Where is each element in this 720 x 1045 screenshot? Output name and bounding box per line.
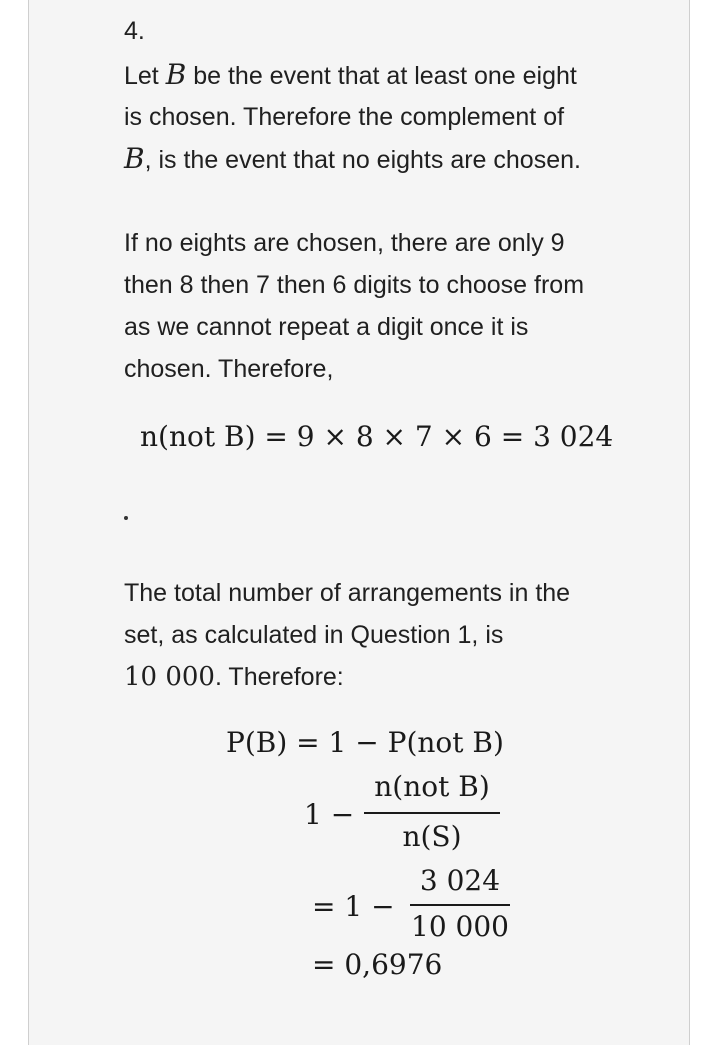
probability-line-2-prefix: 1 − [304, 798, 355, 831]
reasoning-line-1: If no eights are chosen, there are only 9 [124, 229, 565, 257]
intro-line-1: Let B be the event that at least one eight [124, 58, 577, 91]
total-line-3: 10 000. Therefore: [124, 662, 344, 692]
reasoning-line-4: chosen. Therefore, [124, 355, 334, 383]
probability-line-4: = 0,6976 [312, 948, 443, 981]
fraction-bar-1 [364, 812, 500, 814]
total-line-2: set, as calculated in Question 1, is [124, 621, 504, 649]
probability-line-2-numerator: n(not B) [374, 770, 490, 803]
equation-not-b-rhs: = 9 × 8 × 7 × 6 = 3 024 [264, 420, 614, 453]
intro-line-3: B, is the event that no eights are chosen. [124, 142, 581, 175]
event-variable: B [165, 58, 187, 91]
probability-line-3-prefix: = 1 − [312, 890, 395, 923]
total-value: 10 000 [124, 662, 215, 692]
probability-line-3-denominator: 10 000 [411, 910, 509, 943]
reasoning-line-3: as we cannot repeat a digit once it is [124, 313, 529, 341]
reasoning-line-2: then 8 then 7 then 6 digits to choose from [124, 271, 585, 299]
probability-line-2-denominator: n(S) [402, 820, 462, 853]
stray-dot [124, 516, 128, 520]
question-number: 4. [124, 17, 145, 45]
total-line-1: The total number of arrangements in the [124, 579, 571, 607]
intro-line-2: is chosen. Therefore the complement of [124, 103, 565, 131]
probability-line-1: P(B) = 1 − P(not B) [226, 726, 504, 759]
fraction-bar-2 [410, 904, 510, 906]
probability-line-3-numerator: 3 024 [419, 864, 501, 897]
equation-not-b [140, 420, 613, 453]
equation-not-b-lhs: n(not B) [140, 420, 256, 453]
